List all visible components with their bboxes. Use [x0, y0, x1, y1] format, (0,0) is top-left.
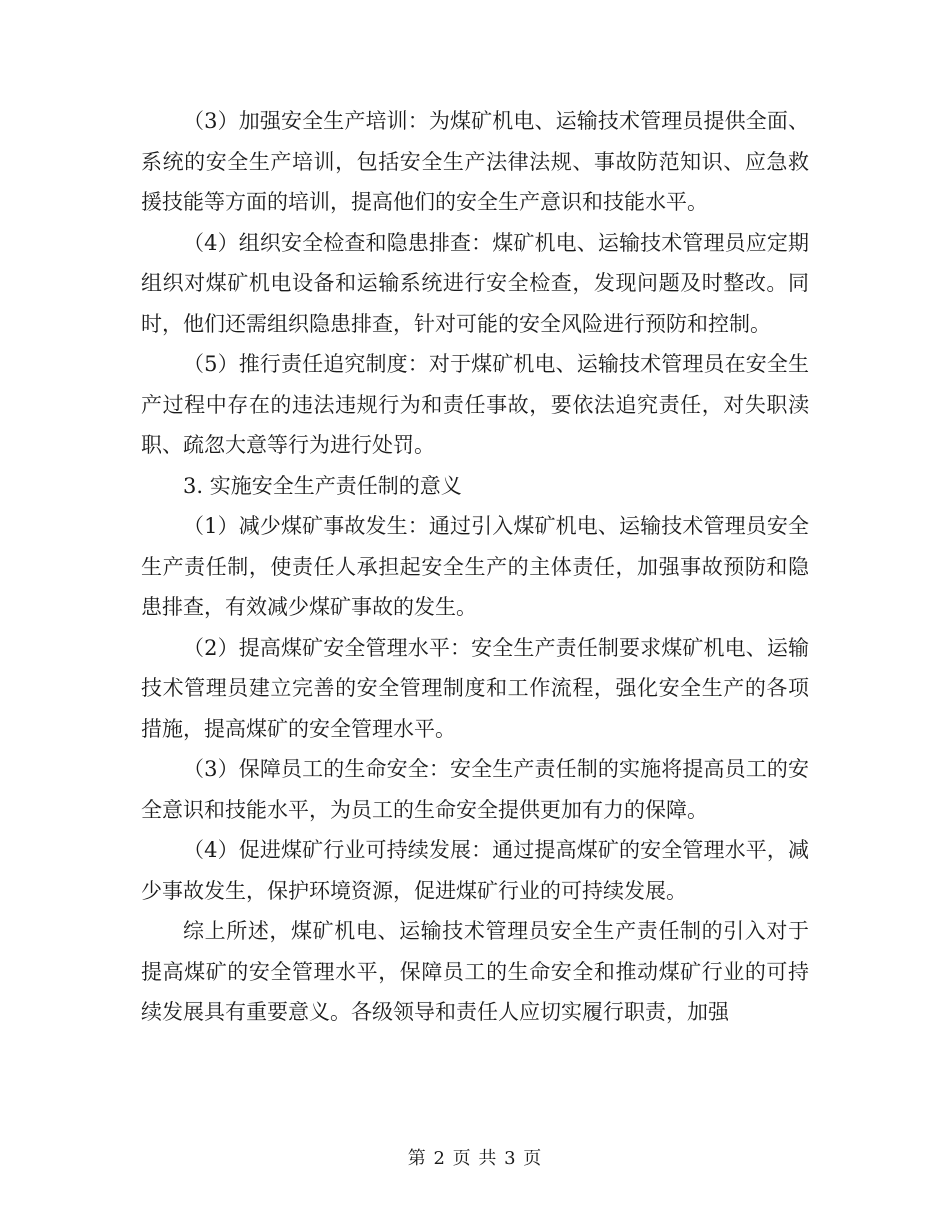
page-number-footer: 第 2 页 共 3 页 — [407, 1148, 543, 1169]
paragraph-training: （3）加强安全生产培训：为煤矿机电、运输技术管理员提供全面、系统的安全生产培训，包括安全生产法律法规、事故防范知识、应急救援技能等方面的培训，提高他们的安全生产意识和技能水平。 — [141, 109, 809, 214]
paragraph-management-level: （2）提高煤矿安全管理水平：安全生产责任制要求煤矿机电、运输技术管理员建立完善的安全管理制度和工作流程，强化安全生产的各项措施，提高煤矿的安全管理水平。 — [141, 635, 809, 741]
paragraph-sustainable-development: （4）促进煤矿行业可持续发展：通过提高煤矿的安全管理水平，减少事故发生，保护环境资源，促进煤矿行业的可持续发展。 — [141, 838, 809, 903]
paragraph-conclusion: 综上所述，煤矿机电、运输技术管理员安全生产责任制的引入对于提高煤矿的安全管理水平，保障员工的生命安全和推动煤矿行业的可持续发展具有重要意义。各级领导和责任人应切实履行职责，加强 — [141, 919, 809, 1024]
paragraph-worker-safety: （3）保障员工的生命安全：安全生产责任制的实施将提高员工的安全意识和技能水平，为员工的生命安全提供更加有力的保障。 — [141, 757, 809, 822]
paragraph-safety-inspection: （4）组织安全检查和隐患排查：煤矿机电、运输技术管理员应定期组织对煤矿机电设备和运输系统进行安全检查，发现问题及时整改。同时，他们还需组织隐患排查，针对可能的安全风险进行预防和控制。 — [141, 230, 809, 336]
section-heading-significance: 3. 实施安全生产责任制的意义 — [183, 473, 462, 498]
paragraph-accountability: （5）推行责任追究制度：对于煤矿机电、运输技术管理员在安全生产过程中存在的违法违规行为和责任事故，要依法追究责任，对失职渎职、疏忽大意等行为进行处罚。 — [141, 352, 809, 457]
document-body — [141, 101, 809, 1033]
paragraph-reduce-accidents: （1）减少煤矿事故发生：通过引入煤矿机电、运输技术管理员安全生产责任制，使责任人承担起安全生产的主体责任，加强事故预防和隐患排查，有效减少煤矿事故的发生。 — [141, 514, 809, 619]
